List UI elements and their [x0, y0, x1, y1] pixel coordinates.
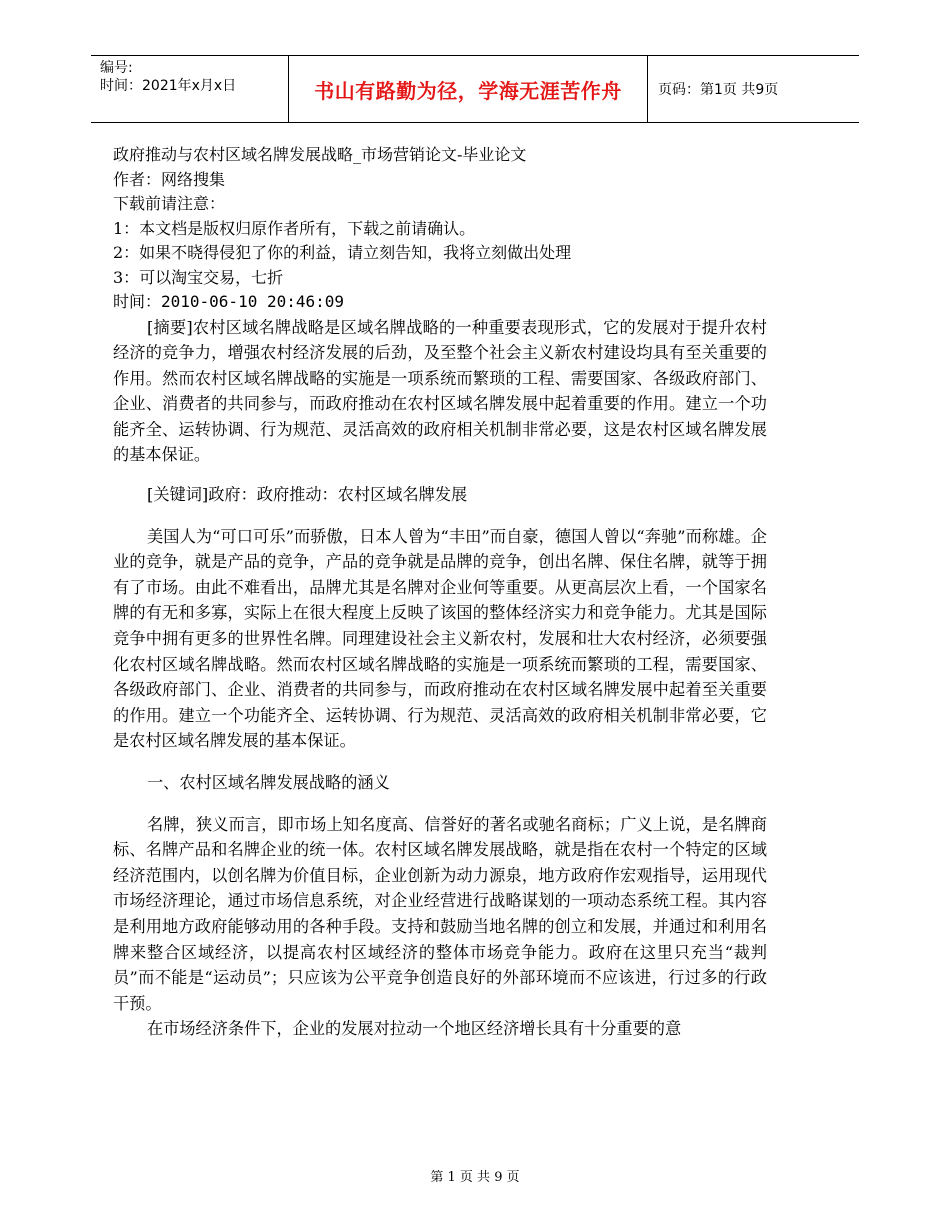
document-body: [113, 143, 767, 1042]
article-title: 政府推动与农村区域名牌发展战略_市场营销论文-毕业论文: [113, 145, 527, 164]
time-label: 时间：2021年x月x日: [100, 78, 237, 94]
section-heading: 一、农村区域名牌发展战略的涵义: [147, 773, 390, 792]
motto: 书山有路勤为径，学海无涯苦作舟: [314, 78, 622, 103]
number-label: 编号:: [100, 60, 133, 76]
notice-item: 2：如果不晓得侵犯了你的利益，请立刻告知，我将立刻做出处理: [113, 243, 572, 262]
intro-paragraph: 美国人为“可口可乐”而骄傲，日本人曾为“丰田”而自豪，德国人曾以“奔驰”而称雄。企业的竞争，就是产品的竞争，产品的竞争就是品牌的竞争，创出名牌、保住名牌，就等于拥有了市场。由此不难看出，品牌尤其是名牌对企业何等重要。从更高层次上看，一个国家名牌的有无和多寡，实际上在很大程度上反映了该国的整体经济实力和竞争能力。尤其是国际竞争中拥有更多的世界性名牌。同理建设社会主义新农村，发展和壮大农村经济，必须要强化农村区域名牌战略。然而农村区域名牌战略的实施是一项系统而繁琐的工程，需要国家、各级政府部门、企业、消费者的共同参与，而政府推动在农村区域名牌发展中起着至关重要的作用。建立一个功能齐全、运转协调、行为规范、灵活高效的政府相关机制非常必要，它是农村区域名牌发展的基本保证。: [113, 526, 767, 751]
article-time: 时间：2010-06-10 20:46:09: [113, 292, 345, 311]
article-author: 作者：网络搜集: [113, 169, 226, 189]
page-info: 页码：第1页 共9页: [658, 82, 779, 98]
notice-item: 1：本文档是版权归原作者所有，下载之前请确认。: [113, 218, 476, 238]
document-header: [91, 55, 859, 123]
body-paragraph: 在市场经济条件下，企业的发展对拉动一个地区经济增长具有十分重要的意: [147, 1019, 682, 1039]
page-footer: 第 1 页 共 9 页: [430, 1170, 520, 1185]
abstract-paragraph: [摘要]农村区域名牌战略是区域名牌战略的一种重要表现形式，它的发展对于提升农村经济的竞争力，增强农村经济发展的后劲，及至整个社会主义新农村建设均具有至关重要的作用。然而农村区域名牌战略的实施是一项系统而繁琐的工程、需要国家、各级政府部门、企业、消费者的共同参与，而政府推动在农村区域名牌发展中起着重要的作用。建立一个功能齐全、运转协调、行为规范、灵活高效的政府相关机制非常必要，这是农村区域名牌发展的基本保证。: [113, 317, 767, 465]
keywords-paragraph: [关键词]政府：政府推动：农村区域名牌发展: [147, 485, 468, 505]
notice-item: 3：可以淘宝交易，七折: [113, 267, 284, 287]
header-page-cell: [648, 56, 859, 122]
body-paragraph: 名牌，狭义而言，即市场上知名度高、信誉好的著名或驰名商标；广义上说，是名牌商标、名牌产品和名牌企业的统一体。农村区域名牌发展战略，就是指在农村一个特定的区域经济范围内，以创名牌为价值目标，企业创新为动力源泉，地方政府作宏观指导，运用现代市场经济理论，通过市场信息系统，对企业经营进行战略谋划的一项动态系统工程。其内容是利用地方政府能够动用的各种手段。支持和鼓励当地名牌的创立和发展，并通过和利用名牌来整合区域经济，以提高农村区域经济的整体市场竞争能力。政府在这里只充当“裁判员”而不能是“运动员”；只应该为公平竞争创造良好的外部环境而不应该进，行过多的行政干预。: [113, 814, 767, 1013]
header-left-cell: [91, 56, 288, 122]
download-notice: 下载前请注意：: [113, 194, 226, 213]
header-motto-cell: [288, 56, 648, 122]
